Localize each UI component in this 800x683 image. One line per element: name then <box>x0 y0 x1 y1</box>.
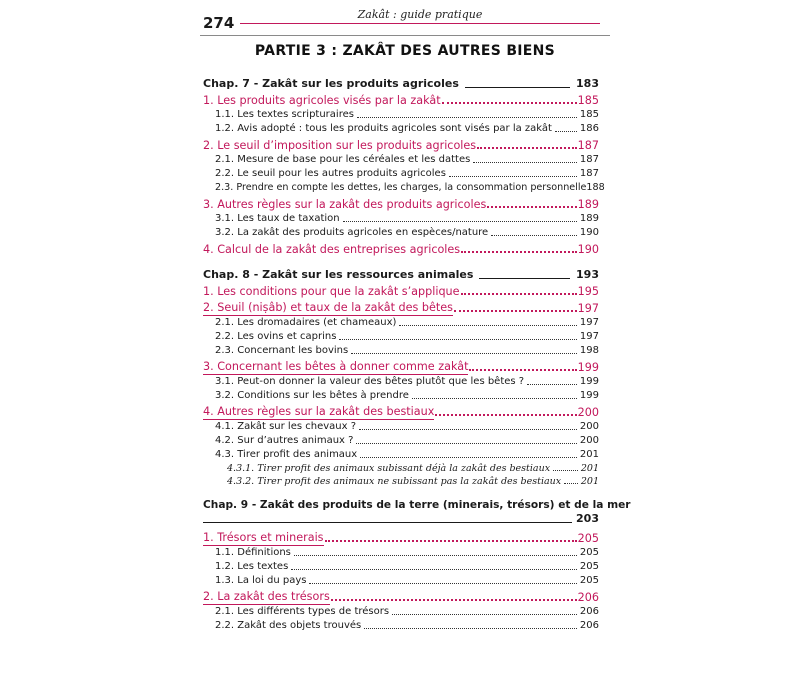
toc-section-title: 2. Le seuil d’imposition sur les produits agricoles <box>203 139 477 152</box>
toc-subsection[interactable] <box>203 181 605 195</box>
toc-subsection-title: 1.1. Les textes scripturaires <box>215 109 354 120</box>
leader-dots <box>461 293 577 295</box>
toc-subsection-title: 3.1. Peut-on donner la valeur des bêtes plutôt que les bêtes ? <box>215 376 525 387</box>
leader-line <box>479 278 570 279</box>
leader-dots <box>412 398 577 399</box>
toc-subsection-title: 2.1. Les dromadaires (et chameaux) <box>215 317 397 328</box>
leader-dots <box>359 429 577 430</box>
toc-subsection-title: 4.1. Zakât sur les chevaux ? <box>215 421 357 432</box>
toc-page-number: 203 <box>576 512 599 525</box>
leader-dots <box>527 384 577 385</box>
leader-line <box>465 87 570 88</box>
toc-subsubsection[interactable] <box>203 462 599 475</box>
toc-section-title: 3. Concernant les bêtes à donner comme zakât <box>203 360 469 373</box>
leader-dots <box>364 628 577 629</box>
toc-page-number: 188 <box>586 182 605 193</box>
header-rule-secondary <box>200 35 610 36</box>
toc-subsection[interactable] <box>203 420 599 434</box>
toc-chapter-title: Chap. 8 - Zakât sur les ressources animales <box>203 268 474 281</box>
leader-dots <box>487 206 576 208</box>
toc-page-number: 201 <box>580 476 599 487</box>
toc-section[interactable] <box>203 590 599 605</box>
toc-section[interactable] <box>203 284 599 299</box>
toc-page-number: 197 <box>577 302 599 315</box>
header-rule <box>240 23 600 24</box>
leader-dots <box>309 583 576 584</box>
toc-section-title: 1. Trésors et minerais <box>203 531 324 544</box>
toc-section-title: 2. La zakât des trésors <box>203 590 330 603</box>
toc-page-number: 183 <box>576 77 599 90</box>
toc-section-title: 4. Autres règles sur la zakât des bestiaux <box>203 405 435 418</box>
toc-subsection-title: 2.1. Les différents types de trésors <box>215 606 390 617</box>
toc-subsection-title: 4.2. Sur d’autres animaux ? <box>215 435 354 446</box>
toc-page-number: 189 <box>579 213 599 224</box>
toc-subsection[interactable] <box>203 316 599 330</box>
toc-page-number: 205 <box>579 575 599 586</box>
leader-dots <box>555 131 577 132</box>
toc-page-number: 195 <box>577 285 599 298</box>
leader-dots <box>331 599 577 601</box>
toc-chapter-page-line <box>203 512 599 526</box>
table-of-contents <box>203 76 631 633</box>
toc-subsection-title: 3.2. Conditions sur les bêtes à prendre <box>215 390 409 401</box>
toc-subsection-title: 3.2. La zakât des produits agricoles en espèces/nature <box>215 227 489 238</box>
toc-page-number: 205 <box>579 561 599 572</box>
toc-subsection[interactable] <box>203 560 599 574</box>
toc-subsection-title: 2.2. Le seuil pour les autres produits agricoles <box>215 168 446 179</box>
toc-subsection-title: 1.3. La loi du pays <box>215 575 307 586</box>
toc-section-title: 4. Calcul de la zakât des entreprises agricoles <box>203 243 461 256</box>
toc-chapter-7[interactable] <box>203 76 599 91</box>
toc-chapter-title: Chap. 7 - Zakât sur les produits agricoles <box>203 77 459 90</box>
toc-chapter-8[interactable] <box>203 267 599 282</box>
toc-page-number: 187 <box>579 168 599 179</box>
toc-page-number: 201 <box>579 449 599 460</box>
leader-dots <box>399 325 577 326</box>
toc-page-number: 197 <box>579 317 599 328</box>
toc-subsection[interactable] <box>203 619 599 633</box>
toc-page-number: 201 <box>580 463 599 474</box>
leader-dots <box>469 369 576 371</box>
leader-dots <box>360 457 577 458</box>
toc-page-number: 205 <box>577 532 599 545</box>
toc-page-number: 185 <box>577 94 599 107</box>
toc-section[interactable] <box>203 138 599 153</box>
toc-subsection[interactable] <box>203 108 599 122</box>
toc-subsubsection[interactable] <box>203 475 599 488</box>
leader-dots <box>477 147 577 149</box>
leader-dots <box>449 176 577 177</box>
leader-dots <box>351 353 577 354</box>
toc-section[interactable] <box>203 360 599 375</box>
leader-dots <box>473 162 577 163</box>
toc-page-number: 190 <box>577 243 599 256</box>
part-title: PARTIE 3 : ZAKÂT DES AUTRES BIENS <box>254 43 556 59</box>
toc-subsection-title: 2.3. Concernant les bovins <box>215 345 349 356</box>
toc-page-number: 189 <box>577 198 599 211</box>
toc-subsection[interactable] <box>203 389 599 403</box>
leader-dots <box>343 221 577 222</box>
leader-dots <box>291 569 577 570</box>
toc-section-title: 1. Les produits agricoles visés par la zakât <box>203 94 441 107</box>
leader-dots <box>553 470 578 471</box>
toc-subsection[interactable] <box>203 330 599 344</box>
page-number: 274 <box>203 14 235 32</box>
toc-subsection[interactable] <box>203 226 599 240</box>
toc-page-number: 199 <box>579 390 599 401</box>
toc-page-number: 199 <box>579 376 599 387</box>
toc-section[interactable] <box>203 531 599 546</box>
toc-subsection[interactable] <box>203 448 599 462</box>
leader-dots <box>564 483 578 484</box>
leader-dots <box>325 540 577 542</box>
toc-section[interactable] <box>203 405 599 420</box>
toc-subsection[interactable] <box>203 434 599 448</box>
toc-page-number: 187 <box>579 154 599 165</box>
toc-page-number: 205 <box>579 547 599 558</box>
toc-page-number: 200 <box>579 435 599 446</box>
toc-subsubsection-title: 4.3.1. Tirer profit des animaux subissant déjà la zakât des bestiaux <box>227 463 551 474</box>
toc-section[interactable] <box>203 197 599 212</box>
toc-section[interactable] <box>203 242 599 257</box>
leader-dots <box>491 235 577 236</box>
toc-subsection-title: 2.2. Les ovins et caprins <box>215 331 337 342</box>
toc-section[interactable] <box>203 93 599 108</box>
leader-dots <box>461 251 577 253</box>
toc-subsection-title: 2.3. Prendre en compte les dettes, les charges, la consommation personnelle <box>215 182 587 193</box>
toc-page-number: 187 <box>577 139 599 152</box>
toc-subsection[interactable] <box>203 153 599 167</box>
leader-dots <box>454 310 577 312</box>
toc-page-number: 193 <box>576 268 599 281</box>
toc-subsection-title: 1.2. Les textes <box>215 561 289 572</box>
toc-subsection[interactable] <box>203 167 599 181</box>
toc-section-title: 3. Autres règles sur la zakât des produits agricoles <box>203 198 487 211</box>
toc-page-number: 186 <box>579 123 599 134</box>
leader-dots <box>357 117 577 118</box>
toc-page-number: 206 <box>579 620 599 631</box>
toc-page-number: 197 <box>579 331 599 342</box>
toc-page-number: 200 <box>577 406 599 419</box>
toc-page-number: 200 <box>579 421 599 432</box>
leader-dots <box>339 339 577 340</box>
leader-dots <box>294 555 577 556</box>
toc-subsection[interactable] <box>203 375 599 389</box>
toc-chapter-9[interactable] <box>203 498 631 526</box>
leader-dots <box>442 102 577 104</box>
toc-page-number: 199 <box>577 361 599 374</box>
toc-subsection-title: 2.1. Mesure de base pour les céréales et les dattes <box>215 154 471 165</box>
toc-section-title: 1. Les conditions pour que la zakât s’applique <box>203 285 460 298</box>
toc-subsection-title: 4.3. Tirer profit des animaux <box>215 449 358 460</box>
toc-section-title: 2. Seuil (niṣâb) et taux de la zakât des bêtes <box>203 301 454 314</box>
toc-subsubsection-title: 4.3.2. Tirer profit des animaux ne subissant pas la zakât des bestiaux <box>227 476 562 487</box>
running-title: Zakât : guide pratique <box>357 8 483 21</box>
leader-dots <box>392 614 577 615</box>
toc-subsection[interactable] <box>203 605 599 619</box>
leader-dots <box>356 443 576 444</box>
toc-subsection-title: 1.1. Définitions <box>215 547 291 558</box>
toc-chapter-title: Chap. 9 - Zakât des produits de la terre (minerais, trésors) et de la mer <box>203 499 631 511</box>
toc-subsection[interactable] <box>203 574 599 588</box>
toc-subsection-title: 2.2. Zakât des objets trouvés <box>215 620 362 631</box>
leader-line <box>203 522 572 523</box>
toc-page-number: 206 <box>577 591 599 604</box>
toc-section[interactable] <box>203 301 599 316</box>
toc-page-number: 198 <box>579 345 599 356</box>
toc-subsection[interactable] <box>203 122 599 136</box>
toc-subsection-title: 3.1. Les taux de taxation <box>215 213 340 224</box>
toc-subsection[interactable] <box>203 212 599 226</box>
toc-subsection-title: 1.2. Avis adopté : tous les produits agricoles sont visés par la zakât <box>215 123 552 134</box>
toc-page-number: 185 <box>579 109 599 120</box>
toc-page-number: 190 <box>579 227 599 238</box>
toc-subsection[interactable] <box>203 344 599 358</box>
toc-page-number: 206 <box>579 606 599 617</box>
leader-dots <box>435 414 576 416</box>
toc-subsection[interactable] <box>203 546 599 560</box>
